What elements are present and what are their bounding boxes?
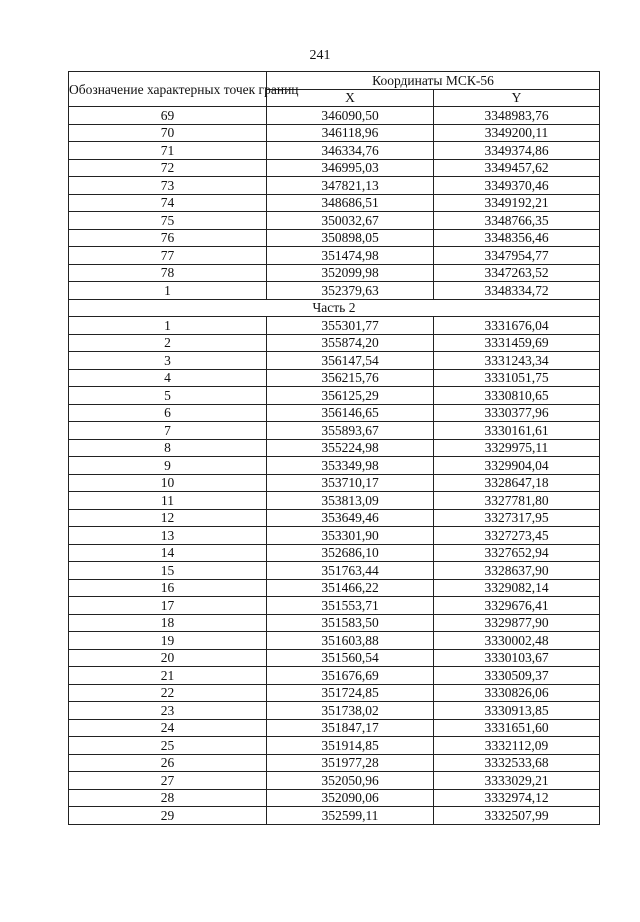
x-cell: 351847,17 — [267, 719, 434, 737]
table-row — [69, 702, 600, 720]
table-row — [69, 194, 600, 212]
y-cell: 3331651,60 — [434, 719, 600, 737]
point-cell: 3 — [69, 352, 267, 370]
y-cell: 3327781,80 — [434, 492, 600, 510]
x-cell: 346090,50 — [267, 107, 434, 125]
table-row — [69, 177, 600, 195]
x-cell: 353813,09 — [267, 492, 434, 510]
x-cell: 350898,05 — [267, 229, 434, 247]
table-row — [69, 509, 600, 527]
y-cell: 3347263,52 — [434, 264, 600, 282]
point-cell: 21 — [69, 667, 267, 685]
point-cell: 4 — [69, 369, 267, 387]
y-cell: 3329904,04 — [434, 457, 600, 475]
point-cell: 69 — [69, 107, 267, 125]
section-row — [69, 299, 600, 317]
y-cell: 3330509,37 — [434, 667, 600, 685]
x-cell: 350032,67 — [267, 212, 434, 230]
point-cell: 2 — [69, 334, 267, 352]
point-cell: 19 — [69, 632, 267, 650]
part-1-rows — [69, 107, 600, 300]
table-row — [69, 684, 600, 702]
table-row — [69, 632, 600, 650]
table-row — [69, 719, 600, 737]
table-row — [69, 544, 600, 562]
y-cell: 3328647,18 — [434, 474, 600, 492]
point-cell: 25 — [69, 737, 267, 755]
table-row — [69, 527, 600, 545]
point-cell: 11 — [69, 492, 267, 510]
table-row — [69, 212, 600, 230]
x-cell: 351724,85 — [267, 684, 434, 702]
table-row — [69, 597, 600, 615]
point-cell: 77 — [69, 247, 267, 265]
point-cell: 27 — [69, 772, 267, 790]
y-cell: 3348983,76 — [434, 107, 600, 125]
point-cell: 71 — [69, 142, 267, 160]
y-cell: 3332507,99 — [434, 807, 600, 825]
point-cell: 13 — [69, 527, 267, 545]
y-cell: 3332112,09 — [434, 737, 600, 755]
section-row-group — [69, 299, 600, 317]
table-row — [69, 614, 600, 632]
x-cell: 351603,88 — [267, 632, 434, 650]
point-cell: 24 — [69, 719, 267, 737]
y-cell: 3348766,35 — [434, 212, 600, 230]
x-cell: 351474,98 — [267, 247, 434, 265]
table-row — [69, 352, 600, 370]
table-row — [69, 754, 600, 772]
point-cell: 22 — [69, 684, 267, 702]
table-row — [69, 772, 600, 790]
point-cell: 74 — [69, 194, 267, 212]
y-column-header: Y — [434, 89, 600, 107]
table-row — [69, 264, 600, 282]
x-cell: 356147,54 — [267, 352, 434, 370]
x-cell: 356125,29 — [267, 387, 434, 405]
x-cell: 351583,50 — [267, 614, 434, 632]
x-cell: 353349,98 — [267, 457, 434, 475]
point-cell: 75 — [69, 212, 267, 230]
y-cell: 3331676,04 — [434, 317, 600, 335]
point-cell: 14 — [69, 544, 267, 562]
x-cell: 353649,46 — [267, 509, 434, 527]
point-cell: 10 — [69, 474, 267, 492]
table-row — [69, 387, 600, 405]
x-cell: 355893,67 — [267, 422, 434, 440]
point-cell: 72 — [69, 159, 267, 177]
point-cell: 78 — [69, 264, 267, 282]
x-cell: 347821,13 — [267, 177, 434, 195]
table-row — [69, 107, 600, 125]
x-cell: 352686,10 — [267, 544, 434, 562]
table-row — [69, 492, 600, 510]
table-row — [69, 282, 600, 300]
y-cell: 3331459,69 — [434, 334, 600, 352]
y-cell: 3329975,11 — [434, 439, 600, 457]
y-cell: 3330913,85 — [434, 702, 600, 720]
x-cell: 351676,69 — [267, 667, 434, 685]
y-cell: 3331051,75 — [434, 369, 600, 387]
point-cell: 76 — [69, 229, 267, 247]
point-cell: 17 — [69, 597, 267, 615]
y-cell: 3330377,96 — [434, 404, 600, 422]
y-cell: 3329676,41 — [434, 597, 600, 615]
y-cell: 3328637,90 — [434, 562, 600, 580]
y-cell: 3348356,46 — [434, 229, 600, 247]
table-row — [69, 737, 600, 755]
point-cell: 23 — [69, 702, 267, 720]
x-cell: 351738,02 — [267, 702, 434, 720]
y-cell: 3330810,65 — [434, 387, 600, 405]
x-cell: 356146,65 — [267, 404, 434, 422]
table-row — [69, 317, 600, 335]
point-cell: 26 — [69, 754, 267, 772]
y-cell: 3333029,21 — [434, 772, 600, 790]
point-cell: 70 — [69, 124, 267, 142]
y-cell: 3349457,62 — [434, 159, 600, 177]
table-row — [69, 667, 600, 685]
table-row — [69, 562, 600, 580]
table-row — [69, 422, 600, 440]
point-cell: 1 — [69, 282, 267, 300]
table-header-row — [69, 72, 600, 90]
x-cell: 355874,20 — [267, 334, 434, 352]
table-row — [69, 124, 600, 142]
table-row — [69, 789, 600, 807]
coordinates-table — [68, 71, 600, 825]
x-cell: 352099,98 — [267, 264, 434, 282]
point-cell: 16 — [69, 579, 267, 597]
x-cell: 352379,63 — [267, 282, 434, 300]
point-cell: 73 — [69, 177, 267, 195]
x-cell: 353301,90 — [267, 527, 434, 545]
y-cell: 3330161,61 — [434, 422, 600, 440]
x-cell: 352599,11 — [267, 807, 434, 825]
table-row — [69, 439, 600, 457]
point-cell: 20 — [69, 649, 267, 667]
table-row — [69, 159, 600, 177]
y-cell: 3349370,46 — [434, 177, 600, 195]
x-column-header: X — [267, 89, 434, 107]
x-cell: 346995,03 — [267, 159, 434, 177]
y-cell: 3329082,14 — [434, 579, 600, 597]
x-cell: 355224,98 — [267, 439, 434, 457]
part-2-rows — [69, 317, 600, 825]
x-cell: 346334,76 — [267, 142, 434, 160]
y-cell: 3330826,06 — [434, 684, 600, 702]
y-cell: 3349200,11 — [434, 124, 600, 142]
point-cell: 9 — [69, 457, 267, 475]
points-column-header: Обозначение характерных точек границ — [69, 72, 267, 107]
page-number: 241 — [309, 48, 331, 63]
y-cell: 3332974,12 — [434, 789, 600, 807]
x-cell: 352090,06 — [267, 789, 434, 807]
table-row — [69, 369, 600, 387]
y-cell: 3327317,95 — [434, 509, 600, 527]
y-cell: 3349192,21 — [434, 194, 600, 212]
section-label: Часть 2 — [69, 299, 600, 317]
table-row — [69, 229, 600, 247]
point-cell: 12 — [69, 509, 267, 527]
table-row — [69, 334, 600, 352]
y-cell: 3348334,72 — [434, 282, 600, 300]
x-cell: 352050,96 — [267, 772, 434, 790]
x-cell: 356215,76 — [267, 369, 434, 387]
table-row — [69, 247, 600, 265]
x-cell: 351466,22 — [267, 579, 434, 597]
x-cell: 351977,28 — [267, 754, 434, 772]
table-row — [69, 807, 600, 825]
y-cell: 3330002,48 — [434, 632, 600, 650]
table-row — [69, 457, 600, 475]
point-cell: 29 — [69, 807, 267, 825]
y-cell: 3331243,34 — [434, 352, 600, 370]
table-row — [69, 579, 600, 597]
x-cell: 351560,54 — [267, 649, 434, 667]
point-cell: 18 — [69, 614, 267, 632]
table-row — [69, 474, 600, 492]
x-cell: 348686,51 — [267, 194, 434, 212]
table-row — [69, 404, 600, 422]
y-cell: 3327652,94 — [434, 544, 600, 562]
x-cell: 346118,96 — [267, 124, 434, 142]
table-row — [69, 142, 600, 160]
x-cell: 351763,44 — [267, 562, 434, 580]
x-cell: 351914,85 — [267, 737, 434, 755]
point-cell: 8 — [69, 439, 267, 457]
x-cell: 351553,71 — [267, 597, 434, 615]
point-cell: 7 — [69, 422, 267, 440]
y-cell: 3330103,67 — [434, 649, 600, 667]
y-cell: 3332533,68 — [434, 754, 600, 772]
table-row — [69, 649, 600, 667]
y-cell: 3349374,86 — [434, 142, 600, 160]
point-cell: 28 — [69, 789, 267, 807]
y-cell: 3329877,90 — [434, 614, 600, 632]
y-cell: 3327273,45 — [434, 527, 600, 545]
y-cell: 3347954,77 — [434, 247, 600, 265]
x-cell: 355301,77 — [267, 317, 434, 335]
coordinates-header: Координаты МСК-56 — [267, 72, 600, 90]
point-cell: 15 — [69, 562, 267, 580]
point-cell: 1 — [69, 317, 267, 335]
x-cell: 353710,17 — [267, 474, 434, 492]
point-cell: 6 — [69, 404, 267, 422]
point-cell: 5 — [69, 387, 267, 405]
